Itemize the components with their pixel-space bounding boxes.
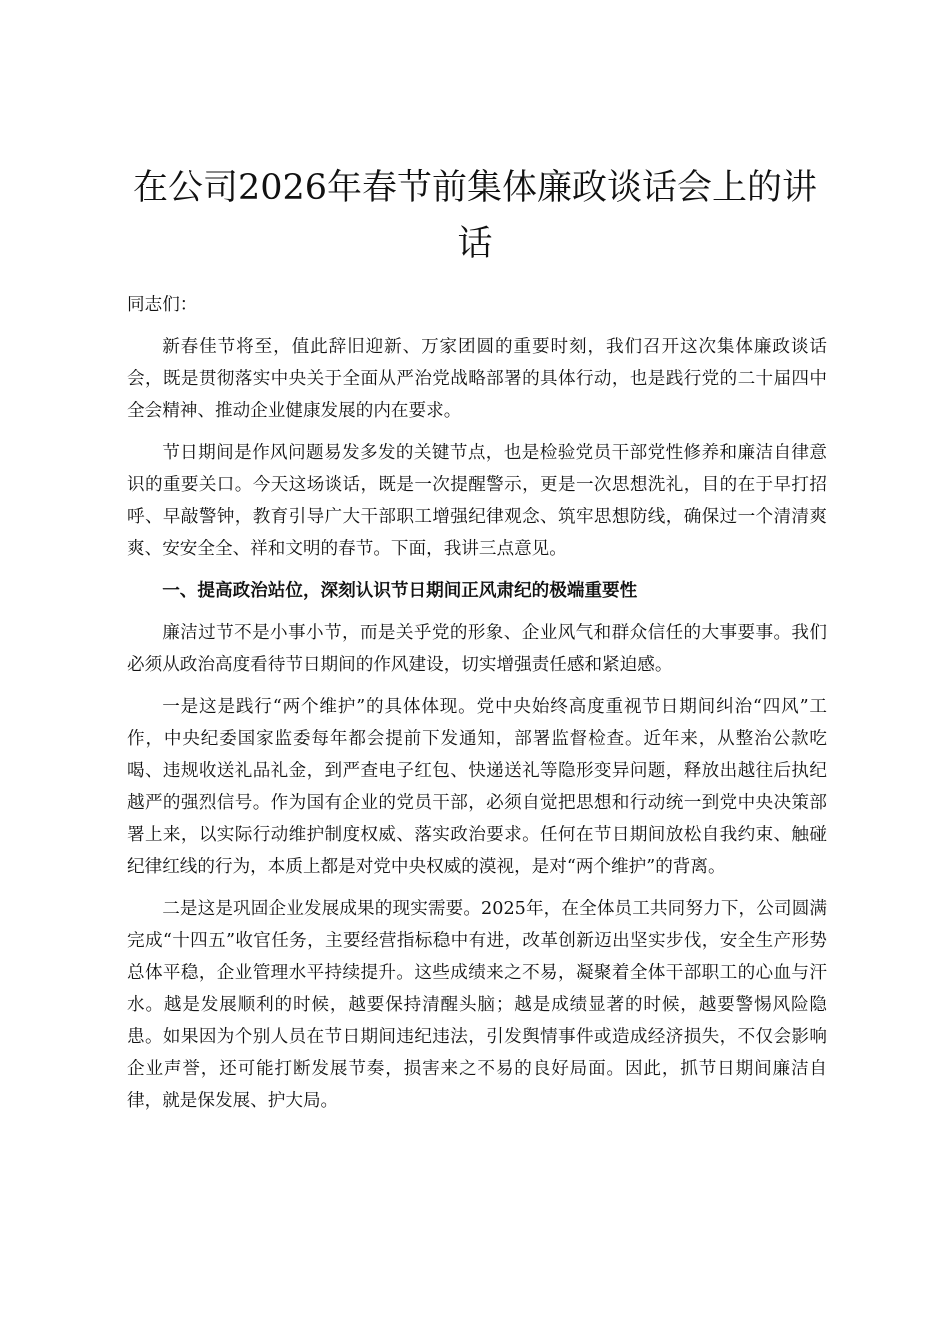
section-heading-1: 一、提高政治站位，深刻认识节日期间正风肃纪的极端重要性: [162, 580, 638, 601]
paragraph-purpose: 节日期间是作风问题易发多发的关键节点，也是检验党员干部党性修养和廉洁自律意识的重要关口。今天这场谈话，既是一次提醒警示，更是一次思想洗礼，目的在于早打招呼、早敲警钟，教育引导广大干部职工增强纪律观念、筑牢思想防线，确保过一个清清爽爽、安安全全、祥和文明的春节。下面，我讲三点意见。: [127, 443, 827, 559]
document-body: [127, 289, 827, 1127]
document-title: 在公司2026年春节前集体廉政谈话会上的讲话: [132, 168, 818, 264]
paragraph-section1-point1: 一是这是践行“两个维护”的具体体现。党中央始终高度重视节日期间纠治“四风”工作，中央纪委国家监委每年都会提前下发通知，部署监督检查。近年来，从整治公款吃喝、违规收送礼品礼金，到严查电子红包、快递送礼等隐形变异问题，释放出越往后执纪越严的强烈信号。作为国有企业的党员干部，必须自觉把思想和行动统一到党中央决策部署上来，以实际行动维护制度权威、落实政治要求。任何在节日期间放松自我约束、触碰纪律红线的行为，本质上都是对党中央权威的漠视，是对“两个维护”的背离。: [127, 697, 827, 877]
paragraph-section1-intro: 廉洁过节不是小事小节，而是关乎党的形象、企业风气和群众信任的大事要事。我们必须从政治高度看待节日期间的作风建设，切实增强责任感和紧迫感。: [127, 623, 827, 675]
paragraph-opening: 新春佳节将至，值此辞旧迎新、万家团圆的重要时刻，我们召开这次集体廉政谈话会，既是贯彻落实中央关于全面从严治党战略部署的具体行动，也是践行党的二十届四中全会精神、推动企业健康发展的内在要求。: [127, 337, 827, 421]
salutation: 同志们：: [127, 295, 198, 315]
paragraph-section1-point2: 二是这是巩固企业发展成果的现实需要。2025年，在全体员工共同努力下，公司圆满完成“十四五”收官任务，主要经营指标稳中有进，改革创新迈出坚实步伐，安全生产形势总体平稳，企业管理水平持续提升。这些成绩来之不易，凝聚着全体干部职工的心血与汗水。越是发展顺利的时候，越要保持清醒头脑；越是成绩显著的时候，越要警惕风险隐患。如果因为个别人员在节日期间违纪违法，引发舆情事件或造成经济损失，不仅会影响企业声誉，还可能打断发展节奏，损害来之不易的良好局面。因此，抓节日期间廉洁自律，就是保发展、护大局。: [127, 899, 827, 1111]
